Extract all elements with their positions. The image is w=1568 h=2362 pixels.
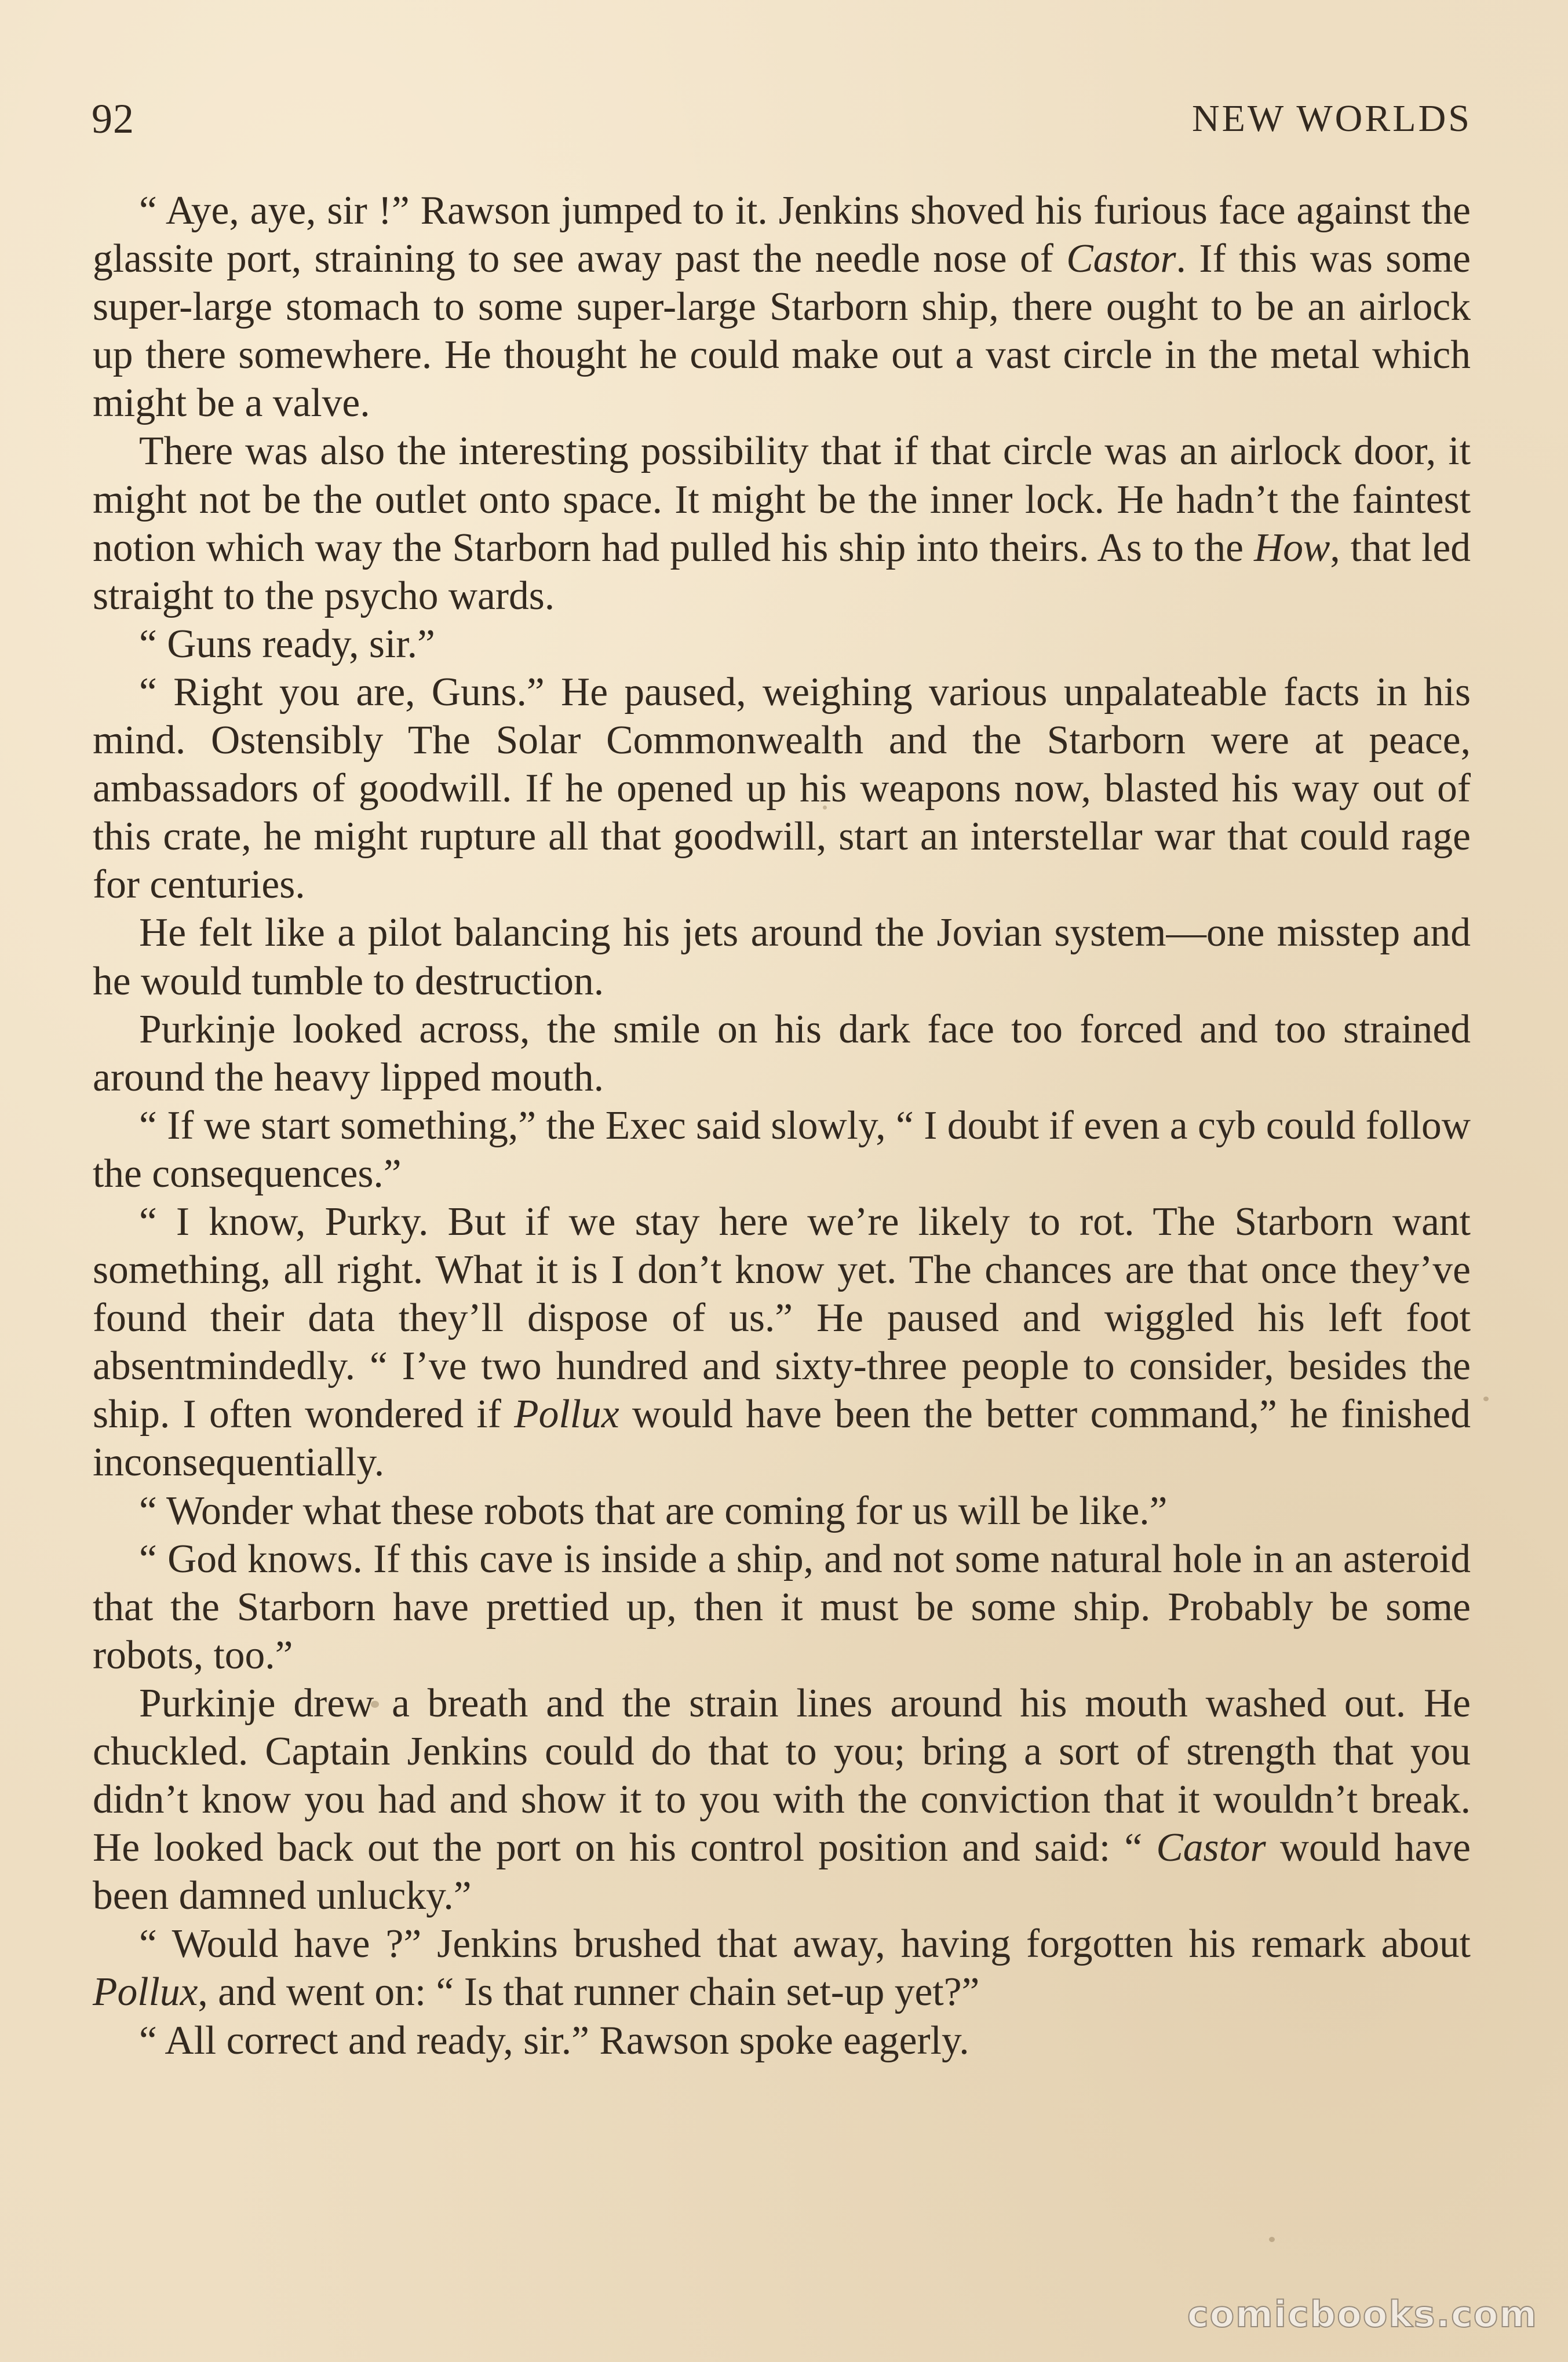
paragraph xyxy=(93,187,1471,427)
paragraph xyxy=(93,427,1471,619)
paper-speck xyxy=(1483,1397,1489,1401)
text-run: “ Aye, aye, sir !” Rawson jumped to it. Jenkins shoved his furious face against the glassite port, straining to see away past the needle nose of xyxy=(93,188,1471,282)
text-run: “ All correct and ready, sir.” Rawson spoke eagerly. xyxy=(139,2018,969,2063)
running-head: NEW WORLDS xyxy=(1191,97,1472,140)
text-run: would have been the better command,” he finished inconsequentially. xyxy=(93,1392,1471,1485)
text-run: , and went on: “ Is that runner chain set-up yet?” xyxy=(198,1970,980,2015)
text-run: Purkinje drew a breath and the strain lines around his mouth washed out. He chuckled. Captain Jenkins could do that to you; bring a sort of strength that you didn’t know you had and show it to you with the conviction that it wouldn’t break. He looked back out the port on his control position and said: “ xyxy=(93,1681,1471,1871)
text-run: “ God knows. If this cave is inside a ship, and not some natural hole in an asteroid that the Starborn have prettied up, then it must be some ship. Probably be some robots, too.” xyxy=(93,1536,1471,1678)
text-run: “ Guns ready, sir.” xyxy=(139,621,435,666)
text-run: He felt like a pilot balancing his jets around the Jovian system—one misstep and he would tumble to destruction. xyxy=(93,910,1471,1004)
text-run: “ Wonder what these robots that are coming for us will be like.” xyxy=(139,1488,1168,1533)
page-header xyxy=(92,87,1472,151)
text-run: “ Right you are, Guns.” He paused, weighing various unpalateable facts in his mind. Ostensibly The Solar Commonwealth and the Starborn were at peace, ambassadors of goodwill. If he opened up his weapons now, blasted his way out of this crate, he might rupture all that goodwill, start an interstellar war that could rage for centuries. xyxy=(93,669,1471,907)
italic-title: Castor xyxy=(1066,236,1176,282)
text-run: . If this was some super-large stomach to some super-large Starborn ship, there ought to be an airlock up there somewhere. He thought he could make out a vast circle in the metal which might be a valve. xyxy=(93,236,1471,426)
italic-title: Castor xyxy=(1156,1825,1266,1871)
watermark: comicbooks.com xyxy=(1187,2293,1538,2335)
paragraph xyxy=(93,1005,1471,1102)
text-run: Purkinje looked across, the smile on his dark face too forced and too strained around the heavy lipped mouth. xyxy=(93,1007,1471,1100)
italic-title: Pollux xyxy=(514,1392,619,1437)
page-number: 92 xyxy=(92,96,134,142)
text-run: “ I know, Purky. But if we stay here we’re likely to rot. The Starborn want something, all right. What it is I don’t know yet. The chances are that once they’ve found their data they’ll dispose of us.” He paused and wiggled his left foot absentmindedly. “ I’ve two hundred and sixty-three people to consider, besides the ship. I often wondered if xyxy=(93,1199,1471,1437)
paragraph xyxy=(93,1920,1471,2016)
paragraph xyxy=(93,620,1471,668)
story-text xyxy=(93,187,1471,2065)
paragraph xyxy=(93,909,1471,1005)
paper-speck xyxy=(823,805,827,810)
italic-title: How xyxy=(1254,525,1330,570)
text-run: would have been damned unlucky.” xyxy=(93,1825,1471,1919)
paragraph xyxy=(93,1679,1471,1920)
paragraph xyxy=(93,1102,1471,1198)
italic-title: Pollux xyxy=(93,1970,198,2015)
text-run: , that led straight to the psycho wards. xyxy=(93,525,1471,618)
paragraph xyxy=(93,668,1471,909)
text-run: There was also the interesting possibility that if that circle was an airlock door, it might not be the outlet onto space. It might be the inner lock. He hadn’t the faintest notion which way the Starborn had pulled his ship into theirs. As to the xyxy=(93,429,1471,570)
paragraph xyxy=(93,2017,1471,2065)
text-run: “ If we start something,” the Exec said slowly, “ I doubt if even a cyb could follow the consequences.” xyxy=(93,1103,1471,1196)
paper-speck xyxy=(1269,2237,1275,2242)
paragraph xyxy=(93,1198,1471,1487)
text-run: “ Would have ?” Jenkins brushed that away, having forgotten his remark about xyxy=(139,1922,1471,1967)
paper-speck xyxy=(371,1701,379,1708)
paragraph xyxy=(93,1535,1471,1679)
paragraph xyxy=(93,1487,1471,1535)
